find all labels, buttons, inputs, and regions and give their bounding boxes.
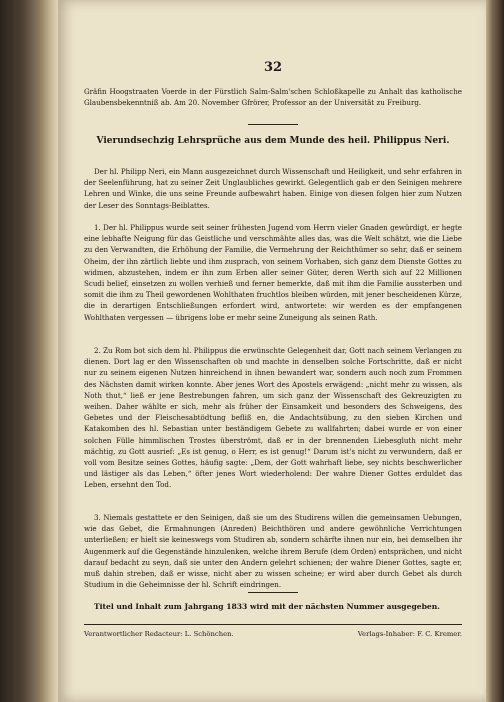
- page: [58, 0, 486, 702]
- paragraph-2: 2. Zu Rom bot sich dem hl. Philippus die erwünschte Gelegenheit dar, Gott nach seinem Verlangen zu dienen. Dort lag er den Wissenschaften ob und machte in denselben solche Fortschritte, daß er nicht nur zu seinem eigenen Nutzen hinreichend in ihnen bewandert war, sondern auch noch zum Frommen des Nächsten damit wirken konnte. Aber jenes Wort des Apostels erwägend: „nicht mehr zu wissen, als Noth thut,“ ließ er jene Bestrebungen fahren, um sich ganz der Wissenschaft des Gekreuzigten zu weihen. Daher wählte er sich, mehr als früher der Einsamkeit und besonders des Schweigens, des Gebetes und der Fleischesabtödtung befliß en, die Andachtsübung, zu den sieben Kirchen und Katakomben des hl. Sebastian unter beständigem Gebete zu wallfahrten; dabei wurde er von einer solchen Fülle himmlischen Trostes überströmt, daß er in der brennenden Liebesgluth nicht mehr mächtig, zu Gott ausrief: „Es ist genug, o Herr, es ist genug!“ Darum ist's nicht zu verwundern, daß er voll vom Besitze seines Gottes, häufig sagte: „Dem, der Gott wahrhaft liebe, sey nichts beschwerlicher und lästiger als das Leben,“ öfter jenes Wort wiederholend: Der wahre Diener Gottes erduldet das Leben, ersehnt den Tod.: [84, 346, 462, 490]
- page-number: 32: [263, 60, 283, 75]
- footer-editor: Verantwortlicher Redacteur: L. Schönchen.: [84, 630, 234, 638]
- footer-rule: [84, 624, 462, 625]
- divider-top: [248, 124, 298, 125]
- footer-publisher: Verlags-Inhaber: F. C. Kremer.: [357, 630, 462, 638]
- divider-bottom: [248, 592, 298, 593]
- intro-paragraph: Gräfin Hoogstraaten Voerde in der Fürstlich Salm-Salm'schen Schloßkapelle zu Anhalt das katholische Glaubensbekenntniß ab. Am 20. November Gfrörer, Professor an der Universität zu Freiburg.: [84, 87, 462, 108]
- closing-note: Titel und Inhalt zum Jahrgang 1833 wird mit der nächsten Nummer ausgegeben.: [94, 602, 440, 611]
- footer: [84, 630, 462, 638]
- paragraph-3: 3. Niemals gestattete er den Seinigen, daß sie um des Studirens willen die gemeinsamen Uebungen, wie das Gebet, die Ermahnungen (Anreden) Beichthören und andere gewöhnliche Verrichtungen unterließen; er hielt sie keineswegs vom Studiren ab, sondern schärfte ihnen nur ein, bei demselben ihr Augenmerk auf die Gegenstände hinzulenken, welche ihrem Berufe (dem Orden) entsprächen, und nicht darauf bedacht zu seyn, daß sie unter den Andern gelehrt schienen; der wahre Diener Gottes, sagte er, muß dahin streben, daß er wisse, nicht aber zu wissen scheine; er wird aber durch Gebet als durch Studium in die Geheimnisse der hl. Schrift eindringen.: [84, 513, 462, 590]
- book-edge-right: [484, 0, 504, 702]
- paragraph-1: 1. Der hl. Philippus wurde seit seiner frühesten Jugend vom Herrn vieler Gnaden gewürdigt, er hegte eine lebhafte Neigung für das Geistliche und verschmähte alles das, was die Welt schätzt, wie die Liebe zu den Verwandten, die Erhöhung der Familie, die Vermehrung der Reichthümer so sehr, daß er seinem Oheim, der ihn zärtlich liebte und ihm zusprach, von seinem Vorhaben, sich ganz dem Dienste Gottes zu widmen, abzustehen, indem er ihn zum Erben aller seiner Güter, deren Werth sich auf 22 Millionen Scudi belief, einsetzen zu wollen verhieß und ferner bemerkte, daß mit ihm die Familie aussterben und somit die ihm zu Theil gewordenen Wohlthaten fruchtlos bleiben würden, mit jener bescheidenen Kürze, die in derartigen Entschließungen erfordert wird, antwortete: wir werden es der empfangenen Wohlthaten vergessen — übrigens lobe er mehr seine Zuneigung als seinen Rath.: [84, 223, 462, 322]
- paragraph-intro: Der hl. Philipp Neri, ein Mann ausgezeichnet durch Wissenschaft und Heiligkeit, und sehr erfahren in der Seelenführung, hat zu seiner Zeit Unglaubliches gewirkt. Gelegentlich gab er den Seinigen mehrere Lehren und Winke, die uns seine Freunde aufbewahrt haben. Einige von diesen folgen hier zum Nutzen der Leser des Sonntags-Beiblattes.: [84, 167, 462, 210]
- book-gutter-left: [0, 0, 60, 702]
- section-heading: Vierundsechzig Lehrsprüche aus dem Munde des heil. Philippus Neri.: [96, 136, 450, 146]
